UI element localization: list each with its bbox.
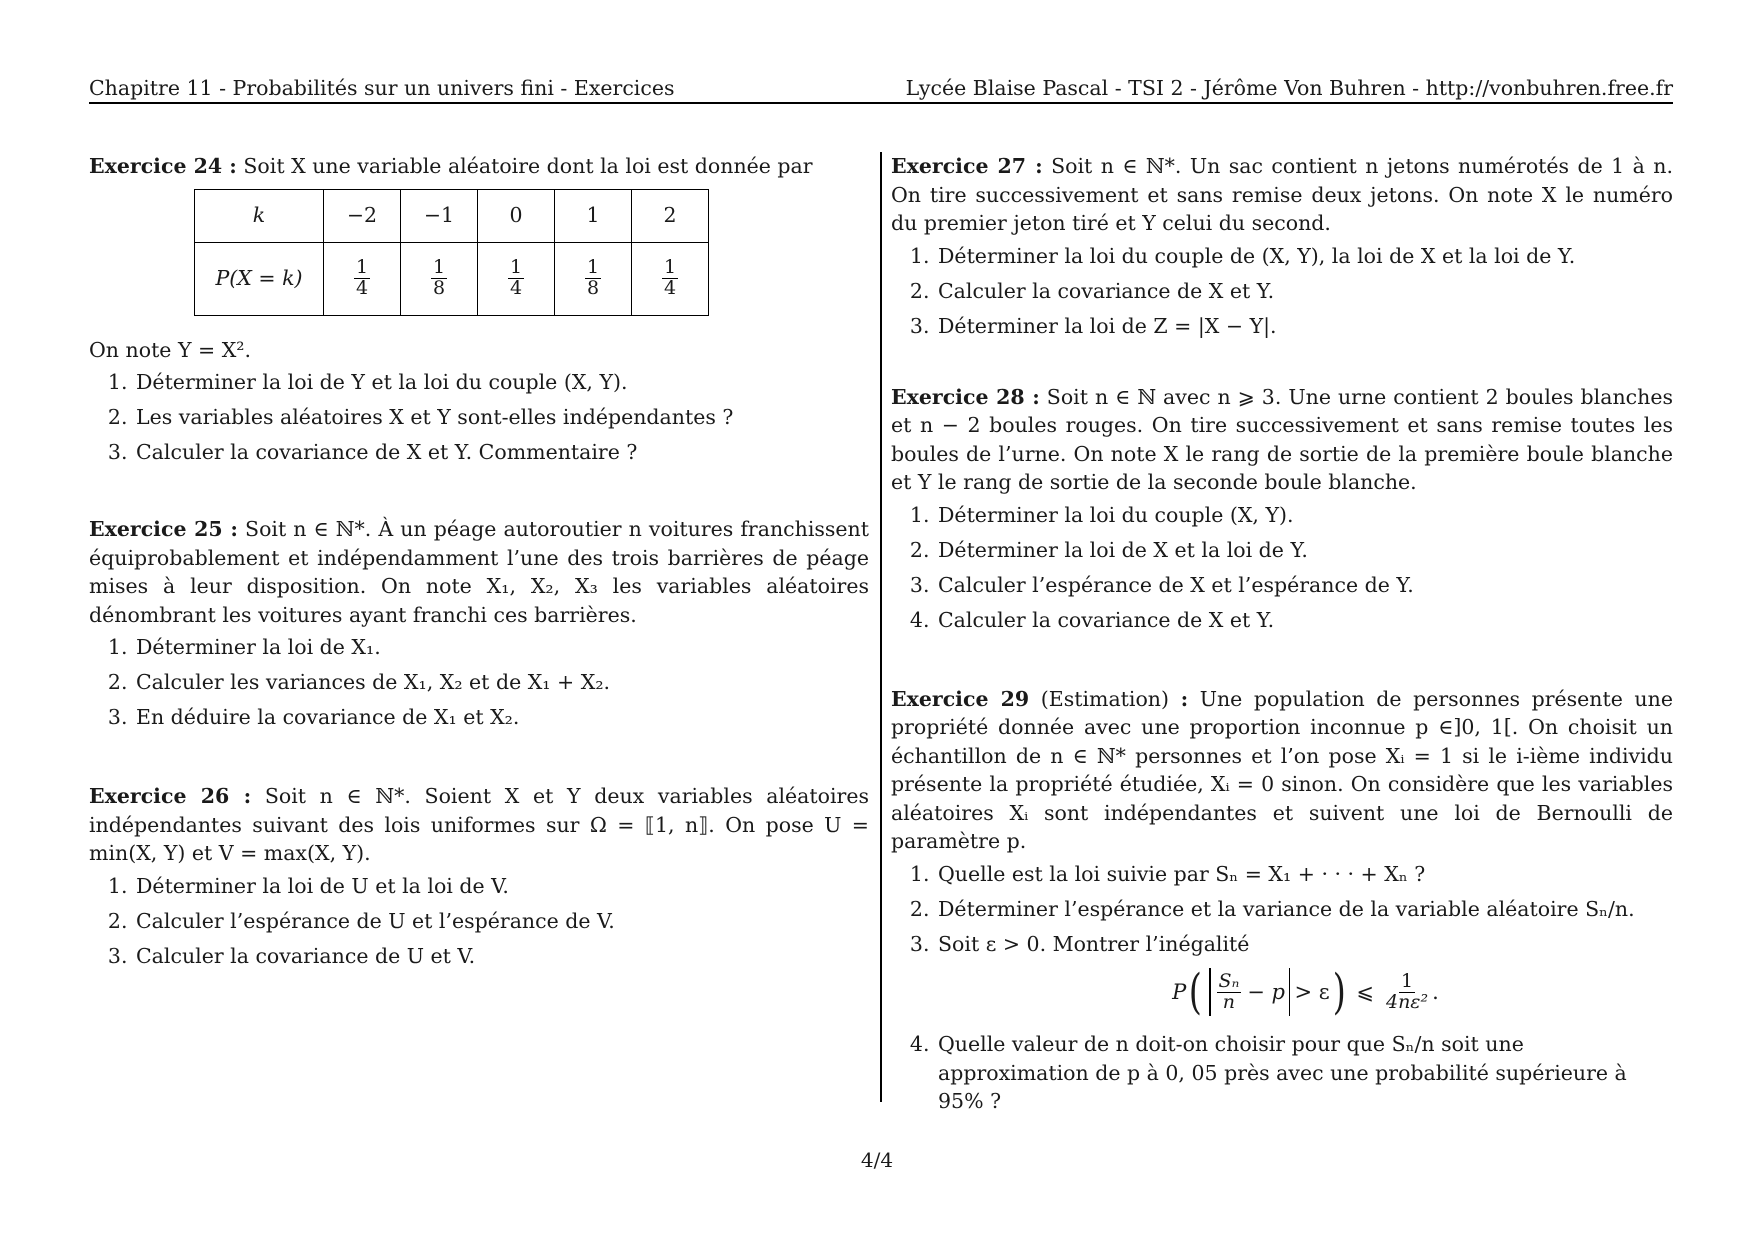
exercise-29 <box>891 685 1673 1116</box>
question-item: 2. Calculer les variances de X₁, X₂ et de X₁ + X₂. <box>134 668 869 697</box>
question-item: 2. Calculer l’espérance de U et l’espérance de V. <box>134 907 869 936</box>
column-separator <box>880 152 882 1102</box>
question-item: 2. Calculer la covariance de X et Y. <box>936 277 1673 306</box>
question-item: 3. Calculer la covariance de X et Y. Commentaire ? <box>134 438 869 467</box>
exercise-title: Exercice 25 : <box>89 517 238 541</box>
question-item: 2. Déterminer l’espérance et la variance de la variable aléatoire Sₙ/n. <box>936 895 1673 924</box>
exercise-intro: Soit n ∈ ℕ*. Un sac contient n jetons numérotés de 1 à n. On tire successivement et sans remise deux jetons. On note X le numéro du premier jeton tiré et Y celui du second. <box>891 154 1673 235</box>
question-item: 3. En déduire la covariance de X₁ et X₂. <box>134 703 869 732</box>
exercise-title: Exercice 26 : <box>89 784 252 808</box>
exercise-title: Exercice 28 : <box>891 384 1040 409</box>
exercise-intro: Soit n ∈ ℕ avec n ⩾ 3. Une urne contient 2 boules blanches et n − 2 boules rouges. On tire successivement et sans remise toutes les boules de l’urne. On note X le rang de sortie de la première boule blanche et Y le rang de sortie de la seconde boule blanche. <box>891 384 1673 494</box>
table-cell: 0 <box>478 189 555 242</box>
exercise-title: Exercice 27 : <box>891 154 1043 178</box>
table-cell: $\frac{1}{8}$ <box>401 242 478 315</box>
page-header <box>89 70 1673 104</box>
left-column <box>89 152 869 977</box>
header-left: Chapitre 11 - Probabilités sur un univers fini - Exercices <box>89 76 675 100</box>
question-item: 1. Quelle est la loi suivie par Sₙ = X₁ + · · · + Xₙ ? <box>936 860 1673 889</box>
question-list <box>89 368 869 467</box>
question-item: 3. Déterminer la loi de Z = |X − Y|. <box>936 312 1673 341</box>
table-cell: $\frac{1}{4}$ <box>324 242 401 315</box>
question-item: 1. Déterminer la loi de Y et la loi du couple (X, Y). <box>134 368 869 397</box>
question-list <box>89 633 869 732</box>
question-item: 4. Calculer la covariance de X et Y. <box>936 606 1673 635</box>
exercise-27 <box>891 152 1673 340</box>
question-item: 1. Déterminer la loi de U et la loi de V. <box>134 872 869 901</box>
question-list <box>89 872 869 971</box>
question-list <box>891 860 1673 1116</box>
exercise-26 <box>89 782 869 970</box>
exercise-subtitle: (Estimation) <box>1040 686 1170 711</box>
exercise-colon: : <box>1180 686 1189 711</box>
exercise-intro: Soit n ∈ ℕ*. Soient X et Y deux variables aléatoires indépendantes suivant des lois uniformes sur Ω = ⟦1, n⟧. On pose U = min(X, Y) et V = max(X, Y). <box>89 784 869 865</box>
question-item: 3. Calculer la covariance de U et V. <box>134 942 869 971</box>
right-column <box>891 152 1673 1122</box>
question-list <box>891 242 1673 341</box>
page-number: 4/4 <box>860 1148 894 1172</box>
table-cell: −1 <box>401 189 478 242</box>
question-item: 2. Déterminer la loi de X et la loi de Y. <box>936 536 1673 565</box>
question-item: 2. Les variables aléatoires X et Y sont-elles indépendantes ? <box>134 403 869 432</box>
exercise-28 <box>891 383 1673 635</box>
question-item: 1. Déterminer la loi du couple (X, Y). <box>936 501 1673 530</box>
question-list <box>891 501 1673 635</box>
question-item: 3. Soit ε > 0. Montrer l’inégalité P ( $\frac{\text{Sₙ}}{n}$ − p > ε ) ⩽ $\frac{1}{\text{4nε²}}$ . <box>936 930 1673 1017</box>
table-cell: 1 <box>555 189 632 242</box>
law-table <box>194 189 709 316</box>
table-cell: 2 <box>632 189 709 242</box>
table-cell: $\frac{1}{4}$ <box>478 242 555 315</box>
exercise-title: Exercice 29 <box>891 686 1030 711</box>
exercise-24 <box>89 152 869 467</box>
table-header-k: k <box>195 189 324 242</box>
header-right: Lycée Blaise Pascal - TSI 2 - Jérôme Von Buhren - http://vonbuhren.free.fr <box>905 76 1673 100</box>
exercise-25 <box>89 515 869 732</box>
exercise-title: Exercice 24 : <box>89 154 237 178</box>
chebyshev-inequality: P ( $\frac{\text{Sₙ}}{n}$ − p > ε ) ⩽ $\frac{1}{\text{4nε²}}$ . <box>1172 964 1439 1020</box>
exercise-note: On note Y = X². <box>89 337 252 362</box>
table-cell: $\frac{1}{4}$ <box>632 242 709 315</box>
table-cell: −2 <box>324 189 401 242</box>
question-item: 3. Calculer l’espérance de X et l’espérance de Y. <box>936 571 1673 600</box>
exercise-intro: Une population de personnes présente une propriété donnée avec une proportion inconnue p ∈]0, 1[. On choisit un échantillon de n ∈ ℕ* personnes et l’on pose Xᵢ = 1 si le i-ième individu présente la propriété étudiée, Xᵢ = 0 sinon. On considère que les variables aléatoires Xᵢ sont indépendantes et suivent une loi de Bernoulli de paramètre p. <box>891 686 1673 853</box>
question-item: 1. Déterminer la loi de X₁. <box>134 633 869 662</box>
table-header-p: P(X = k) <box>195 242 324 315</box>
question-item: 4. Quelle valeur de n doit-on choisir pour que Sₙ/n soit une approximation de p à 0, 05 près avec une probabilité supérieure à 95% ? <box>936 1030 1673 1116</box>
question-item: 1. Déterminer la loi du couple de (X, Y), la loi de X et la loi de Y. <box>936 242 1673 271</box>
table-cell: $\frac{1}{8}$ <box>555 242 632 315</box>
exercise-intro: Soit X une variable aléatoire dont la loi est donnée par <box>243 154 813 178</box>
exercise-intro: Soit n ∈ ℕ*. À un péage autoroutier n voitures franchissent équiprobablement et indépendamment l’une des trois barrières de péage mises à leur disposition. On note X₁, X₂, X₃ les variables aléatoires dénombrant les voitures ayant franchi ces barrières. <box>89 517 869 627</box>
